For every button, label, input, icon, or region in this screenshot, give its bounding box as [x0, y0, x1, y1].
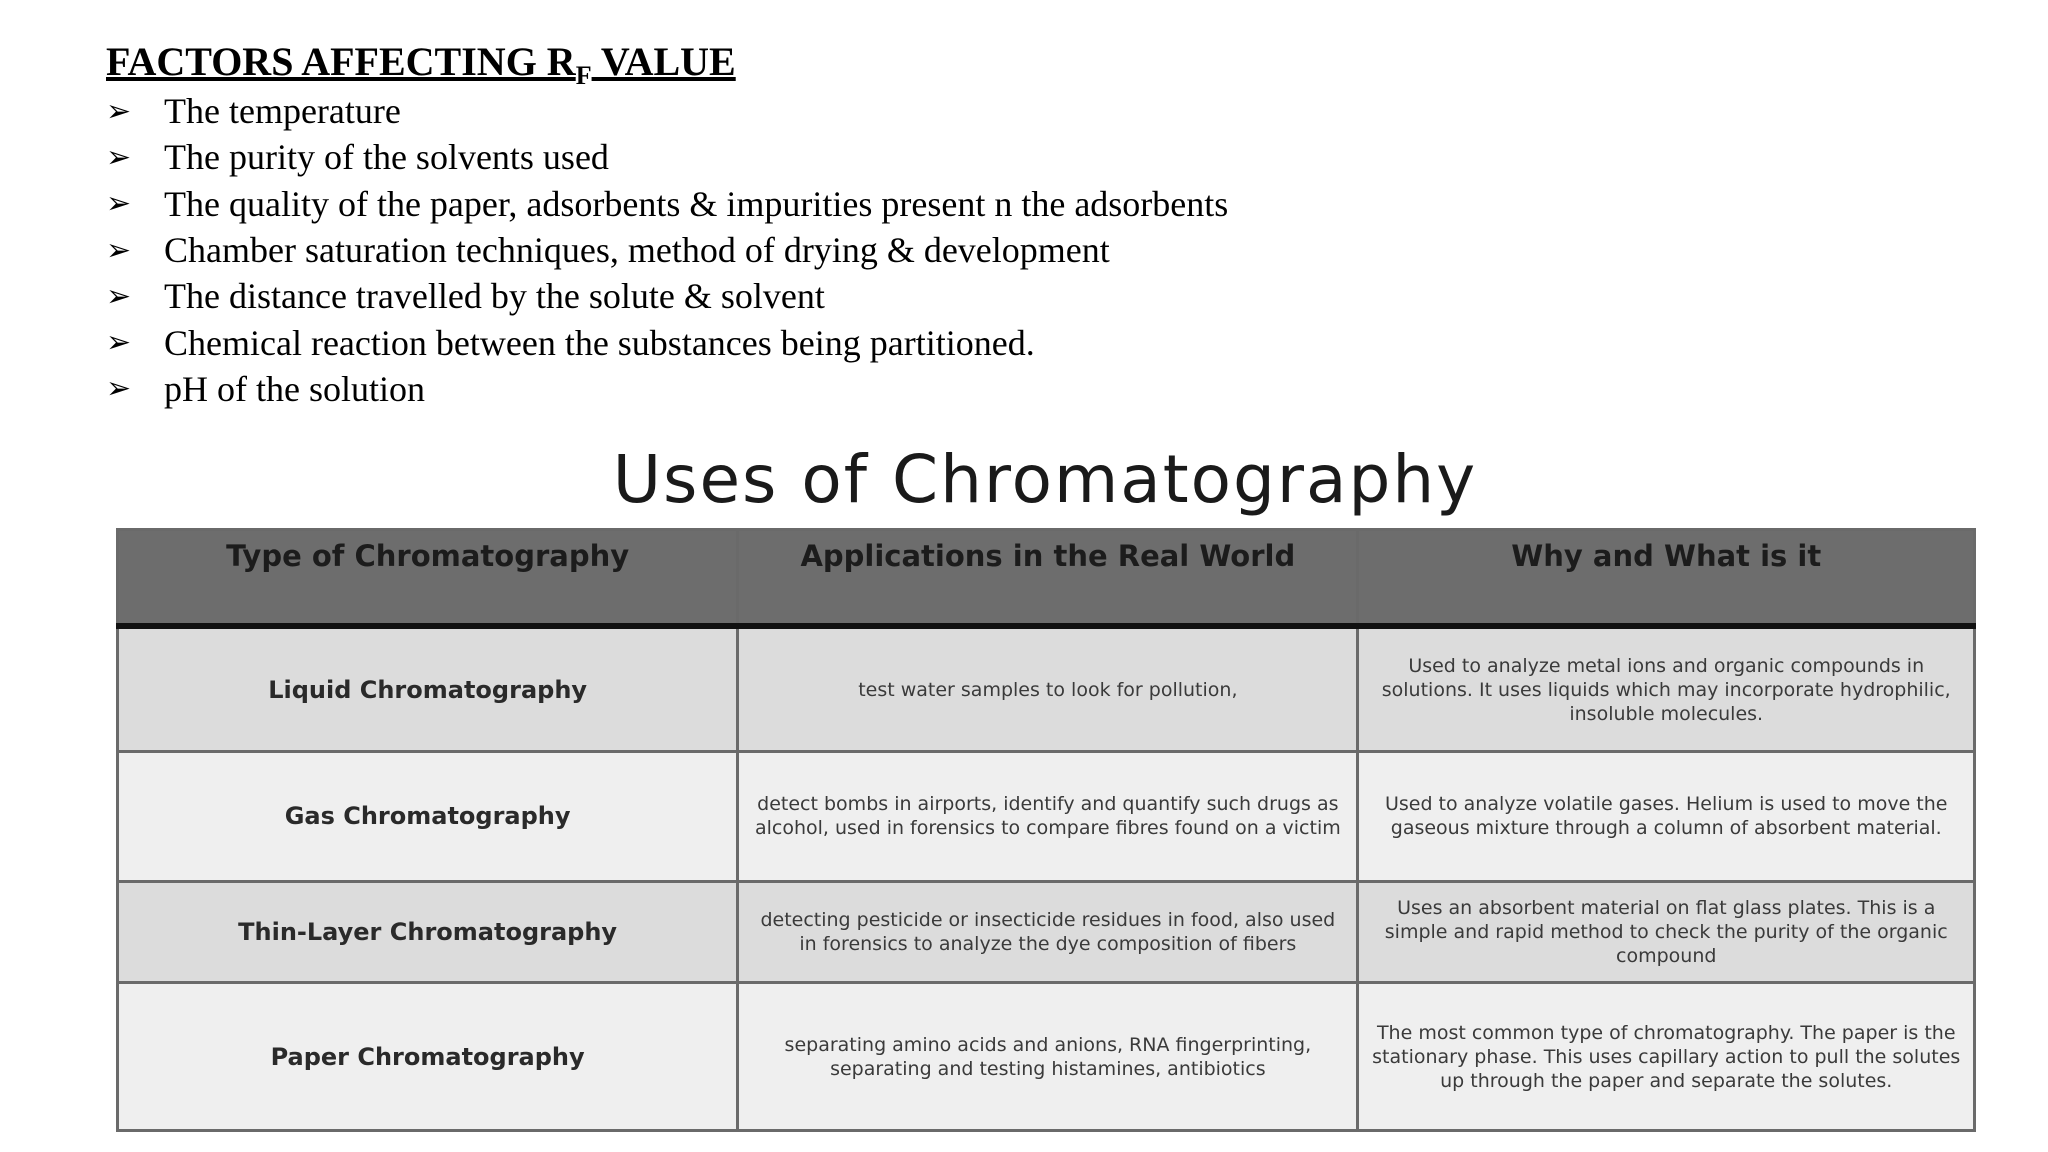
arrowhead-bullet-icon: ➢: [106, 325, 132, 361]
type-cell: Gas Chromatography: [118, 752, 738, 882]
list-item: [106, 273, 1228, 319]
table-row: [118, 752, 1975, 882]
table-row: [118, 881, 1975, 982]
list-item: [106, 227, 1228, 273]
application-cell: detect bombs in airports, identify and quantify such drugs as alcohol, used in forensics to compare fibres found on a victim: [738, 752, 1358, 882]
description-cell: The most common type of chromatography. The paper is the stationary phase. This uses capillary action to pull the solutes up through the paper and separate the solutes.: [1358, 983, 1975, 1131]
list-item: [106, 366, 1228, 412]
column-header-type: Type of Chromatography: [118, 530, 738, 627]
table-row: [118, 983, 1975, 1131]
application-cell: test water samples to look for pollution,: [738, 626, 1358, 752]
factor-text: Chamber saturation techniques, method of drying & development: [164, 230, 1110, 271]
column-header-why: Why and What is it: [1358, 530, 1975, 627]
list-item: [106, 88, 1228, 134]
arrowhead-bullet-icon: ➢: [106, 278, 132, 314]
factor-text: The distance travelled by the solute & solvent: [164, 276, 825, 317]
list-item: [106, 134, 1228, 180]
type-cell: Thin-Layer Chromatography: [118, 881, 738, 982]
arrowhead-bullet-icon: ➢: [106, 186, 132, 222]
factor-text: The purity of the solvents used: [164, 137, 609, 178]
table-header-row: [118, 530, 1975, 627]
factor-list: [106, 88, 1228, 412]
page-title: [106, 38, 736, 90]
uses-title: Uses of Chromatography: [612, 441, 1478, 518]
list-item: [106, 181, 1228, 227]
title-end: VALUE: [591, 39, 736, 84]
arrowhead-bullet-icon: ➢: [106, 371, 132, 407]
column-header-applications: Applications in the Real World: [738, 530, 1358, 627]
factor-text: pH of the solution: [164, 368, 425, 409]
factor-text: The temperature: [164, 91, 401, 132]
uses-table: [116, 528, 1976, 1132]
title-main: FACTORS AFFECTING R: [106, 39, 576, 84]
type-cell: Paper Chromatography: [118, 983, 738, 1131]
description-cell: Used to analyze volatile gases. Helium is used to move the gaseous mixture through a column of absorbent material.: [1358, 752, 1975, 882]
application-cell: detecting pesticide or insecticide residues in food, also used in forensics to analyze the dye composition of fibers: [738, 881, 1358, 982]
table-row: [118, 626, 1975, 752]
arrowhead-bullet-icon: ➢: [106, 93, 132, 129]
application-cell: separating amino acids and anions, RNA fingerprinting, separating and testing histamines, antibiotics: [738, 983, 1358, 1131]
factor-text: Chemical reaction between the substances being partitioned.: [164, 322, 1035, 363]
arrowhead-bullet-icon: ➢: [106, 139, 132, 175]
description-cell: Uses an absorbent material on flat glass plates. This is a simple and rapid method to check the purity of the organic compound: [1358, 881, 1975, 982]
factor-text: The quality of the paper, adsorbents & impurities present n the adsorbents: [164, 183, 1229, 224]
title-subscript: F: [575, 61, 592, 90]
list-item: [106, 319, 1228, 365]
description-cell: Used to analyze metal ions and organic compounds in solutions. It uses liquids which may incorporate hydrophilic, insoluble molecules.: [1358, 626, 1975, 752]
type-cell: Liquid Chromatography: [118, 626, 738, 752]
arrowhead-bullet-icon: ➢: [106, 232, 132, 268]
